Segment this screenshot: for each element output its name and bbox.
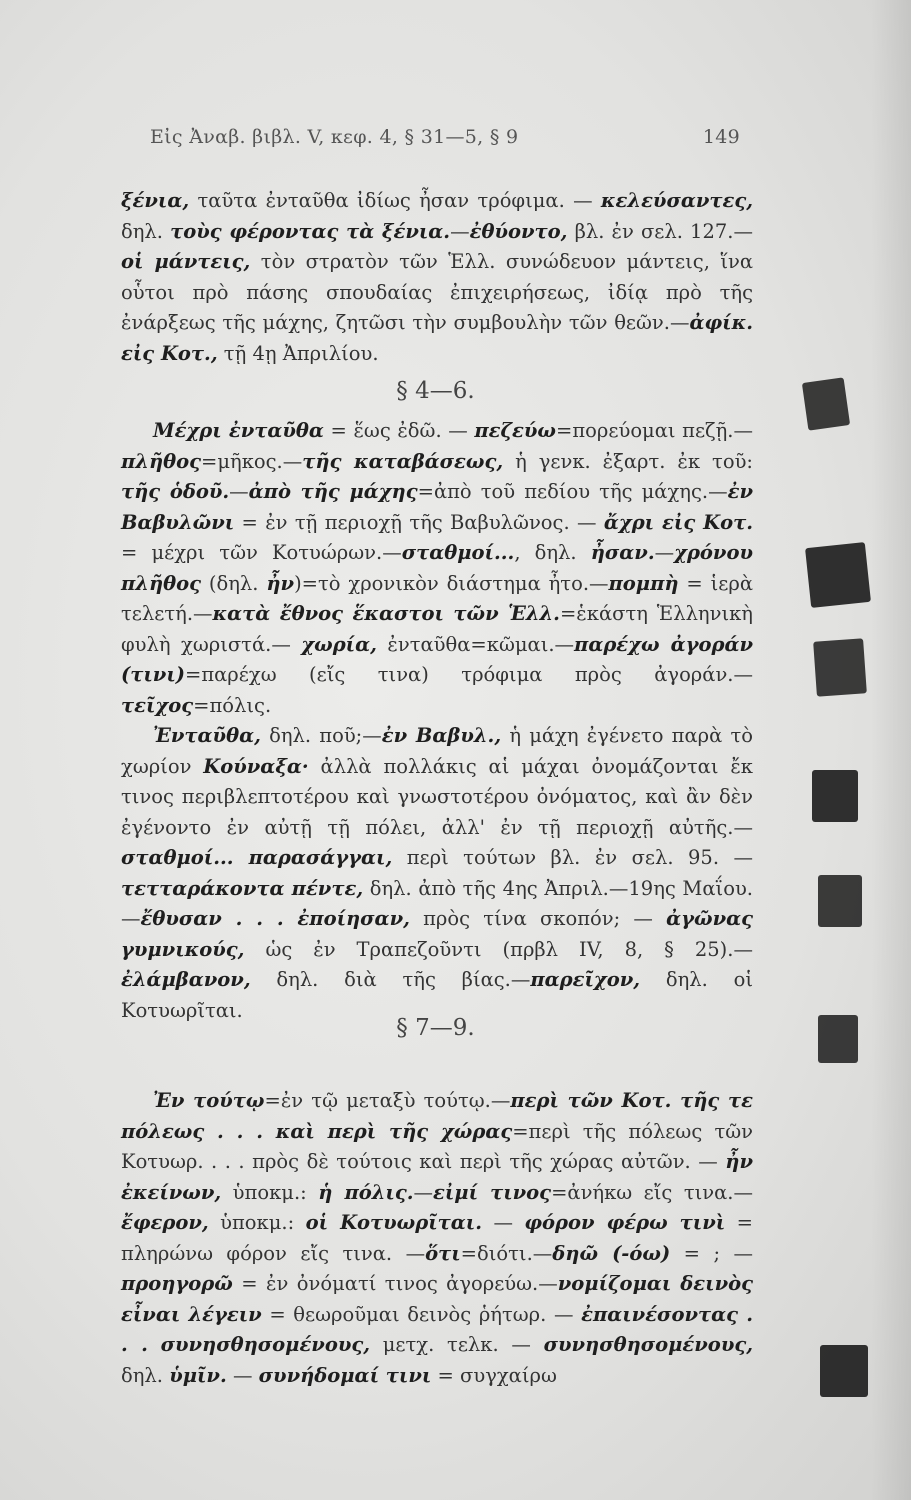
- paragraph-2-text: [121, 416, 753, 721]
- gloss-text: =ἐν τῷ μεταξὺ τούτῳ.—: [264, 1089, 511, 1112]
- glossary-term: κελεύσαντες,: [600, 189, 753, 212]
- glossary-term: ἔθυσαν . . . ἐποίησαν,: [140, 907, 410, 930]
- glossary-term: ὑμῖν.: [169, 1363, 227, 1387]
- gloss-text: (δηλ.: [201, 571, 267, 595]
- glossary-term: κατὰ ἔθνος ἕκαστοι τῶν Ἑλλ.: [212, 602, 560, 625]
- gloss-text: τῇ 4ῃ Ἀπριλίου.: [217, 341, 379, 365]
- section-4-6-body: [121, 416, 753, 1026]
- paragraph-1-text: [121, 186, 753, 369]
- glossary-term: σταθμοί...: [401, 541, 515, 564]
- gloss-text: =μῆκος.—: [201, 449, 303, 473]
- glossary-term: ἀφίκ. εἰς Κοτ.,: [121, 311, 753, 365]
- glossary-term: ἦν ἐκείνων,: [121, 1150, 753, 1204]
- page-edge-shadow: [871, 0, 911, 1500]
- gloss-text: ἐνταῦθα=κῶμαι.—: [376, 632, 575, 656]
- gloss-text: —: [229, 480, 249, 503]
- gloss-text: τὸν στρατὸν τῶν Ἑλλ. συνώδευον μάντεις, ἵνα οὗτοι πρὸ πάσης σπουδαίας ἐπιχειρήσεως, ἰδίᾳ πρὸ τῆς ἐνάρξεως τῆς μάχης, ζητῶσι τὴν συμβουλὴν τῶν θεῶν.—: [121, 250, 753, 334]
- glossary-term: τετταράκοντα πέντε,: [121, 876, 364, 900]
- gloss-text: , δηλ.: [514, 541, 591, 564]
- page-number: 149: [702, 126, 740, 148]
- margin-blot: [812, 770, 858, 822]
- gloss-text: ὑποκμ.:: [221, 1180, 319, 1204]
- glossary-term: ξένια,: [121, 189, 190, 212]
- gloss-text: —: [654, 541, 675, 564]
- glossary-term: χωρία,: [301, 632, 377, 656]
- running-header: [150, 126, 740, 148]
- glossary-term: ἀπὸ τῆς μάχης: [248, 480, 418, 503]
- gloss-text: δηλ. διὰ τῆς βίας.—: [250, 968, 531, 991]
- gloss-text: δηλ. ποῦ;—: [260, 724, 382, 747]
- gloss-text: =διότι.—: [460, 1241, 553, 1265]
- glossary-term: Κούναξα·: [203, 754, 309, 778]
- gloss-text: δηλ.: [121, 1363, 170, 1387]
- glossary-term: τεῖχος: [121, 693, 194, 717]
- glossary-term: εἰμί τινος: [433, 1180, 552, 1204]
- margin-blot: [805, 542, 871, 608]
- gloss-text: ἡ μάχη ἐγένετο παρὰ τὸ χωρίον: [121, 724, 753, 778]
- gloss-text: = ; —: [670, 1241, 753, 1265]
- glossary-term: συνήδομαί τινι: [258, 1363, 432, 1387]
- section-7-9-body: [121, 1086, 753, 1391]
- running-title: Εἰς Ἀναβ. βιβλ. V, κεφ. 4, § 31—5, § 9: [150, 126, 519, 148]
- gloss-text: =πορεύομαι πεζῇ.—: [556, 419, 754, 442]
- glossary-term: προηγορῶ: [121, 1272, 233, 1295]
- glossary-term: ἐν Βαβυλῶνι: [121, 480, 753, 534]
- glossary-term: ἦσαν.: [590, 541, 655, 564]
- gloss-text: ταῦτα ἐνταῦθα ἰδίως ἦσαν τρόφιμα. —: [189, 189, 601, 212]
- glossary-term: συνησθησομένους,: [160, 1333, 371, 1356]
- margin-blot: [820, 1345, 868, 1397]
- gloss-text: δηλ. οἱ Κοτυωρῖται.: [121, 968, 753, 1022]
- glossary-term: Ἐν τούτῳ: [153, 1089, 265, 1112]
- gloss-text: = ἱερὰ τελετή.—: [121, 571, 753, 625]
- gloss-text: δηλ. ἀπὸ τῆς 4ης Ἀπριλ.—19ης Μαΐου.—: [121, 876, 753, 930]
- glossary-term: ὅτι: [425, 1241, 461, 1265]
- gloss-text: —: [482, 1211, 525, 1234]
- gloss-text: —: [226, 1363, 259, 1387]
- paragraph-4-text: [121, 1086, 753, 1391]
- glossary-term: Μέχρι ἐνταῦθα: [153, 419, 324, 442]
- margin-blot: [802, 377, 850, 430]
- margin-blot: [818, 875, 862, 927]
- glossary-term: παρεῖχον,: [530, 968, 641, 991]
- gloss-text: βλ. ἐν σελ. 127.—: [567, 219, 753, 243]
- paragraph-3-text: [121, 721, 753, 1026]
- paragraph-1: [121, 186, 753, 369]
- gloss-text: —: [413, 1180, 434, 1204]
- glossary-term: πομπὴ: [608, 571, 679, 595]
- glossary-term: ἔφερον,: [121, 1211, 209, 1234]
- section-heading-7-9: § 7—9.: [396, 1015, 475, 1041]
- glossary-term: ἀγῶνας γυμνικούς,: [121, 907, 753, 961]
- glossary-term: φόρον φέρω τινὶ: [524, 1211, 726, 1234]
- gloss-text: =παρέχω (εἴς τινα) τρόφιμα πρὸς ἀγοράν.—: [184, 663, 753, 686]
- gloss-text: =ἀνήκω εἴς τινα.—: [551, 1180, 753, 1204]
- gloss-text: ἀλλὰ πολλάκις αἱ μάχαι ὀνομάζονται ἔκ τινος περιβλεπτοτέρου καὶ γνωστοτέρου ὀνόματος, καὶ ἂν δὲν ἐγένοντο ἐν αὐτῇ τῇ πόλει, ἀλλ' ἐν τῇ περιοχῇ αὐτῆς.—: [121, 754, 753, 839]
- gloss-text: μετχ. τελκ. —: [370, 1333, 544, 1356]
- gloss-text: ἡ γενκ. ἐξαρτ. ἐκ τοῦ:: [503, 449, 753, 473]
- glossary-term: νομίζομαι δεινὸς εἶναι λέγειν: [121, 1272, 753, 1326]
- glossary-term: σταθμοί... παρασάγγαι,: [121, 846, 393, 869]
- glossary-term: ἐθύοντο,: [469, 219, 568, 243]
- glossary-term: τῆς καταβάσεως,: [302, 449, 504, 473]
- gloss-text: δηλ.: [121, 219, 171, 243]
- gloss-text: πρὸς τίνα σκοπόν; —: [409, 907, 667, 930]
- glossary-term: Ἐνταῦθα,: [153, 724, 261, 747]
- gloss-text: = θεωροῦμαι δεινὸς ῥήτωρ. —: [261, 1302, 582, 1326]
- glossary-term: δηῶ (-όω): [552, 1241, 671, 1265]
- gloss-text: = συγχαίρω: [431, 1363, 557, 1387]
- gloss-text: = ἐν ὀνόματί τινος ἀγορεύω.—: [232, 1272, 558, 1295]
- gloss-text: —: [450, 219, 470, 243]
- margin-blot: [813, 638, 867, 696]
- gloss-text: = πληρώνω φόρον εἴς τινα. —: [121, 1211, 753, 1265]
- glossary-term: περὶ τῶν Κοτ. τῆς τε πόλεως . . . καὶ περὶ τῆς χώρας: [121, 1089, 753, 1143]
- glossary-term: συνησθησομένους,: [543, 1333, 754, 1356]
- glossary-term: παρέχω ἀγοράν (τινι): [121, 632, 753, 686]
- glossary-term: τοὺς φέροντας τὰ ξένια.: [170, 219, 451, 243]
- margin-blot: [818, 1015, 858, 1063]
- glossary-term: ἐλάμβανον,: [121, 968, 251, 991]
- glossary-term: ἐπαινέσοντας . . .: [121, 1302, 753, 1356]
- glossary-term: οἱ Κοτυωρῖται.: [305, 1211, 482, 1234]
- section-heading-4-6: § 4—6.: [396, 378, 475, 404]
- glossary-term: ἦν: [266, 571, 295, 595]
- gloss-text: =περὶ τῆς πόλεως τῶν Κοτυωρ. . . . πρὸς δὲ τούτοις καὶ περὶ τῆς χώρας αὐτῶν. —: [121, 1119, 753, 1173]
- glossary-term: χρόνου πλῆθος: [121, 541, 753, 595]
- glossary-term: πεζεύω: [474, 419, 556, 442]
- gloss-text: = ἐν τῇ περιοχῇ τῆς Βαβυλῶνος. —: [234, 510, 604, 534]
- gloss-text: =ἑκάστη Ἑλληνικὴ φυλὴ χωριστά.—: [121, 602, 753, 656]
- gloss-text: περὶ τούτων βλ. ἐν σελ. 95. —: [392, 846, 753, 869]
- glossary-term: ἐν Βαβυλ.,: [381, 724, 502, 747]
- gloss-text: ὡς ἐν Τραπεζοῦντι (πρβλ IV, 8, § 25).—: [244, 937, 753, 961]
- glossary-term: τῆς ὁδοῦ.: [121, 480, 230, 503]
- gloss-text: )=τὸ χρονικὸν διάστημα ἦτο.—: [294, 571, 609, 595]
- gloss-text: =ἀπὸ τοῦ πεδίου τῆς μάχης.—: [417, 480, 728, 503]
- glossary-term: πλῆθος: [121, 449, 202, 473]
- gloss-text: ὑποκμ.:: [208, 1211, 306, 1234]
- glossary-term: ἡ πόλις.: [318, 1180, 414, 1204]
- glossary-term: οἱ μάντεις,: [121, 250, 251, 273]
- gloss-text: = ἕως ἐδῶ. —: [323, 419, 475, 442]
- gloss-text: =πόλις.: [193, 693, 272, 717]
- gloss-text: [148, 1333, 161, 1356]
- gloss-text: = μέχρι τῶν Κοτυώρων.—: [121, 541, 402, 564]
- glossary-term: ἄχρι εἰς Κοτ.: [603, 510, 753, 534]
